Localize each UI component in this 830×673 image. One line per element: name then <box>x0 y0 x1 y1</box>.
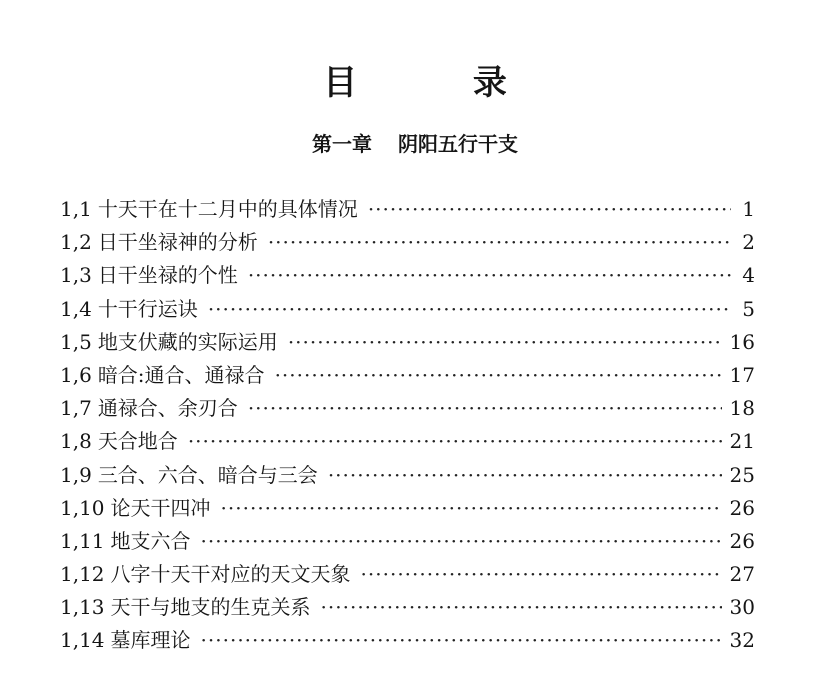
dot-leader <box>188 427 722 455</box>
entry-page-number: 26 <box>729 528 755 553</box>
dot-leader <box>248 261 731 289</box>
page-title: 目 录 <box>323 62 559 103</box>
dot-leader <box>221 494 722 522</box>
toc-entry[interactable] <box>60 427 755 460</box>
entry-number: 1,8 <box>60 429 92 454</box>
toc-entry[interactable] <box>60 394 755 427</box>
toc-entry[interactable] <box>60 195 755 228</box>
chapter-name: 阴阳五行干支 <box>398 132 518 156</box>
entry-number: 1,11 <box>60 528 105 553</box>
toc-entry[interactable] <box>60 461 755 494</box>
entry-number: 1,10 <box>60 495 105 520</box>
dot-leader <box>201 626 722 654</box>
toc-entry[interactable] <box>60 626 755 659</box>
toc-entry[interactable] <box>60 494 755 527</box>
toc-entry[interactable] <box>60 361 755 394</box>
entry-number: 1,5 <box>60 329 92 354</box>
toc-entry[interactable] <box>60 527 755 560</box>
entry-number: 1,14 <box>60 628 105 653</box>
entry-page-number: 25 <box>729 462 755 487</box>
entry-page-number: 1 <box>742 197 755 221</box>
entry-page-number: 16 <box>729 329 755 354</box>
entry-title: 三合、六合、暗合与三会 <box>97 462 318 487</box>
toc-entry[interactable] <box>60 295 755 328</box>
entry-title: 八字十天干对应的天文天象 <box>110 562 351 587</box>
entry-number: 1,4 <box>60 296 92 321</box>
dot-leader <box>321 593 722 621</box>
chapter-heading <box>0 130 830 158</box>
entry-page-number: 27 <box>729 562 755 587</box>
entry-title: 通禄合、余刃合 <box>97 396 238 421</box>
dot-leader <box>268 228 731 256</box>
entry-page-number: 5 <box>742 296 755 321</box>
entry-number: 1,1 <box>60 197 92 221</box>
chapter-number: 第一章 <box>312 132 372 156</box>
dot-leader <box>275 361 722 389</box>
entry-page-number: 18 <box>729 396 755 421</box>
entry-number: 1,13 <box>60 595 105 620</box>
entry-page-number: 30 <box>729 595 755 620</box>
toc-entry[interactable] <box>60 328 755 361</box>
dot-leader <box>361 560 722 588</box>
entry-title: 日干坐禄的个性 <box>97 263 238 288</box>
dot-leader <box>201 527 722 555</box>
entry-page-number: 17 <box>729 362 755 387</box>
entry-number: 1,9 <box>60 462 92 487</box>
toc-entry[interactable] <box>60 560 755 593</box>
entry-number: 1,2 <box>60 230 92 255</box>
dot-leader <box>328 461 722 489</box>
entry-title: 天合地合 <box>97 429 178 454</box>
entry-title: 日干坐禄神的分析 <box>97 230 258 255</box>
dot-leader <box>248 394 722 422</box>
toc-entry[interactable] <box>60 593 755 626</box>
entry-page-number: 2 <box>742 230 755 255</box>
entry-title: 天干与地支的生克关系 <box>110 595 311 620</box>
entry-number: 1,7 <box>60 396 92 421</box>
table-of-contents <box>60 195 755 660</box>
dot-leader <box>288 328 722 356</box>
dot-leader <box>208 295 731 323</box>
entry-title: 墓库理论 <box>110 628 191 653</box>
entry-title: 地支六合 <box>110 528 191 553</box>
entry-number: 1,6 <box>60 362 92 387</box>
entry-number: 1,3 <box>60 263 92 288</box>
entry-number: 1,12 <box>60 562 105 587</box>
toc-entry[interactable] <box>60 261 755 294</box>
entry-title: 论天干四冲 <box>110 495 211 520</box>
entry-title: 暗合:通合、通禄合 <box>97 362 265 387</box>
entry-title: 十干行运诀 <box>97 296 198 321</box>
toc-entry[interactable] <box>60 228 755 261</box>
entry-page-number: 32 <box>729 628 755 653</box>
entry-title: 十天干在十二月中的具体情况 <box>97 197 358 221</box>
dot-leader <box>368 195 731 223</box>
entry-page-number: 4 <box>742 263 755 288</box>
entry-page-number: 26 <box>729 495 755 520</box>
entry-title: 地支伏藏的实际运用 <box>97 329 278 354</box>
entry-page-number: 21 <box>729 429 755 454</box>
